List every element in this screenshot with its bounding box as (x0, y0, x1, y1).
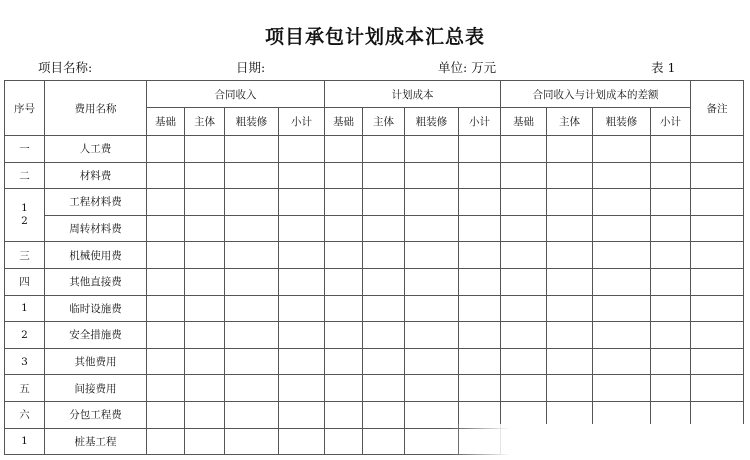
subheader-main-body: 主体 (363, 108, 405, 136)
row-value-cell[interactable] (547, 348, 593, 375)
row-value-cell[interactable] (501, 268, 547, 295)
table-row (5, 136, 744, 163)
row-value-cell[interactable] (593, 295, 651, 322)
row-value-cell[interactable] (185, 162, 225, 189)
subheader-main-body: 主体 (547, 108, 593, 136)
row-cost-name: 分包工程费 (45, 401, 147, 428)
row-value-cell[interactable] (459, 189, 501, 216)
row-value-cell[interactable] (147, 295, 185, 322)
subheader-foundation: 基础 (501, 108, 547, 136)
header-seq: 序号 (5, 81, 45, 136)
row-value-cell[interactable] (279, 242, 325, 269)
subheader-rough-finish: 粗装修 (225, 108, 279, 136)
row-value-cell[interactable] (405, 136, 459, 163)
row-value-cell[interactable] (405, 215, 459, 242)
row-value-cell[interactable] (651, 295, 691, 322)
row-value-cell[interactable] (501, 295, 547, 322)
row-value-cell[interactable] (593, 348, 651, 375)
row-value-cell[interactable] (363, 215, 405, 242)
row-remark-cell[interactable] (691, 348, 744, 375)
row-remark-cell[interactable] (691, 242, 744, 269)
row-value-cell[interactable] (405, 189, 459, 216)
row-value-cell[interactable] (363, 268, 405, 295)
subheader-foundation: 基础 (147, 108, 185, 136)
row-value-cell[interactable] (185, 189, 225, 216)
row-value-cell[interactable] (363, 242, 405, 269)
row-value-cell[interactable] (593, 242, 651, 269)
row-value-cell[interactable] (225, 189, 279, 216)
row-value-cell[interactable] (363, 189, 405, 216)
row-value-cell[interactable] (325, 268, 363, 295)
row-value-cell[interactable] (279, 401, 325, 428)
row-value-cell[interactable] (147, 375, 185, 402)
row-value-cell[interactable] (651, 268, 691, 295)
row-value-cell[interactable] (325, 189, 363, 216)
row-value-cell[interactable] (501, 348, 547, 375)
table-row (5, 189, 744, 216)
unit-label: 单位: 万元 (438, 60, 497, 75)
row-value-cell[interactable] (225, 242, 279, 269)
row-value-cell[interactable] (651, 375, 691, 402)
row-cost-name: 临时设施费 (45, 295, 147, 322)
subheader-foundation: 基础 (325, 108, 363, 136)
row-value-cell[interactable] (325, 136, 363, 163)
row-seq: 1 (5, 428, 45, 455)
row-value-cell[interactable] (185, 242, 225, 269)
row-remark-cell[interactable] (691, 375, 744, 402)
row-value-cell[interactable] (363, 401, 405, 428)
row-value-cell[interactable] (279, 428, 325, 455)
row-value-cell[interactable] (363, 322, 405, 349)
row-cost-name: 桩基工程 (45, 428, 147, 455)
row-cost-name: 人工费 (45, 136, 147, 163)
row-value-cell[interactable] (651, 136, 691, 163)
row-value-cell[interactable] (547, 242, 593, 269)
row-remark-cell[interactable] (691, 295, 744, 322)
subheader-subtotal: 小计 (459, 108, 501, 136)
row-value-cell[interactable] (547, 375, 593, 402)
row-value-cell[interactable] (363, 428, 405, 455)
row-value-cell[interactable] (651, 242, 691, 269)
row-value-cell[interactable] (225, 348, 279, 375)
row-value-cell[interactable] (501, 136, 547, 163)
row-value-cell[interactable] (147, 428, 185, 455)
row-remark-cell[interactable] (691, 215, 744, 242)
row-cost-name: 安全措施费 (45, 322, 147, 349)
row-value-cell[interactable] (147, 242, 185, 269)
row-value-cell[interactable] (459, 162, 501, 189)
row-seq: 一 (5, 136, 45, 163)
row-value-cell[interactable] (501, 322, 547, 349)
header-cost-name: 费用名称 (45, 81, 147, 136)
row-value-cell[interactable] (363, 348, 405, 375)
row-value-cell[interactable] (547, 322, 593, 349)
row-value-cell[interactable] (325, 401, 363, 428)
row-remark-cell[interactable] (691, 189, 744, 216)
row-value-cell[interactable] (325, 322, 363, 349)
row-value-cell[interactable] (147, 322, 185, 349)
row-value-cell[interactable] (325, 428, 363, 455)
row-value-cell[interactable] (405, 348, 459, 375)
row-value-cell[interactable] (325, 295, 363, 322)
row-cost-name: 工程材料费 (45, 189, 147, 216)
table-row (5, 348, 744, 375)
table-row (5, 322, 744, 349)
header-remark: 备注 (691, 81, 744, 136)
row-value-cell[interactable] (185, 268, 225, 295)
header-difference: 合同收入与计划成本的差额 (501, 81, 691, 108)
row-value-cell[interactable] (651, 162, 691, 189)
row-value-cell[interactable] (225, 162, 279, 189)
subheader-subtotal: 小计 (651, 108, 691, 136)
row-cost-name: 周转材料费 (45, 215, 147, 242)
row-value-cell[interactable] (547, 268, 593, 295)
row-value-cell[interactable] (325, 242, 363, 269)
row-value-cell[interactable] (185, 295, 225, 322)
row-remark-cell[interactable] (691, 136, 744, 163)
row-value-cell[interactable] (225, 322, 279, 349)
row-value-cell[interactable] (185, 375, 225, 402)
table-row (5, 242, 744, 269)
table-title: 项目承包计划成本汇总表 (264, 26, 485, 48)
row-value-cell[interactable] (279, 268, 325, 295)
subheader-subtotal: 小计 (279, 108, 325, 136)
table-number: 表 1 (651, 60, 676, 75)
row-seq: 3 (5, 348, 45, 375)
row-value-cell[interactable] (547, 295, 593, 322)
row-value-cell[interactable] (593, 268, 651, 295)
row-value-cell[interactable] (363, 136, 405, 163)
row-value-cell[interactable] (651, 348, 691, 375)
row-value-cell[interactable] (225, 215, 279, 242)
row-seq: 1 (5, 295, 45, 322)
cost-summary-table (4, 80, 744, 455)
row-value-cell[interactable] (501, 162, 547, 189)
row-value-cell[interactable] (651, 215, 691, 242)
row-value-cell[interactable] (279, 189, 325, 216)
row-seq: 二 (5, 162, 45, 189)
row-value-cell[interactable] (185, 136, 225, 163)
row-value-cell[interactable] (405, 375, 459, 402)
table-row (5, 215, 744, 242)
row-seq: 三 (5, 242, 45, 269)
row-value-cell[interactable] (147, 162, 185, 189)
subheader-rough-finish: 粗装修 (405, 108, 459, 136)
row-value-cell[interactable] (279, 136, 325, 163)
row-value-cell[interactable] (593, 375, 651, 402)
bottom-right-fade (450, 424, 750, 460)
row-value-cell[interactable] (593, 136, 651, 163)
row-value-cell[interactable] (225, 136, 279, 163)
row-value-cell[interactable] (279, 375, 325, 402)
row-cost-name: 机械使用费 (45, 242, 147, 269)
row-value-cell[interactable] (325, 348, 363, 375)
row-value-cell[interactable] (279, 295, 325, 322)
row-value-cell[interactable] (405, 242, 459, 269)
row-value-cell[interactable] (363, 375, 405, 402)
row-cost-name: 材料费 (45, 162, 147, 189)
row-value-cell[interactable] (501, 242, 547, 269)
date-label: 日期: (236, 60, 266, 75)
project-name-label: 项目名称: (38, 60, 93, 75)
row-value-cell[interactable] (225, 268, 279, 295)
row-remark-cell[interactable] (691, 322, 744, 349)
row-value-cell[interactable] (651, 189, 691, 216)
table-row (5, 162, 744, 189)
row-value-cell[interactable] (279, 348, 325, 375)
header-contract-income: 合同收入 (147, 81, 325, 108)
row-value-cell[interactable] (459, 375, 501, 402)
row-value-cell[interactable] (501, 375, 547, 402)
row-value-cell[interactable] (279, 215, 325, 242)
row-value-cell[interactable] (279, 162, 325, 189)
row-value-cell[interactable] (459, 242, 501, 269)
header-planned-cost: 计划成本 (325, 81, 501, 108)
row-value-cell[interactable] (459, 268, 501, 295)
row-value-cell[interactable] (547, 189, 593, 216)
row-value-cell[interactable] (185, 401, 225, 428)
row-value-cell[interactable] (325, 215, 363, 242)
row-value-cell[interactable] (325, 162, 363, 189)
row-value-cell[interactable] (593, 215, 651, 242)
row-seq: 四 (5, 268, 45, 295)
row-value-cell[interactable] (501, 215, 547, 242)
table-row (5, 295, 744, 322)
row-value-cell[interactable] (225, 375, 279, 402)
row-value-cell[interactable] (405, 295, 459, 322)
row-value-cell[interactable] (185, 322, 225, 349)
row-cost-name: 其他直接费 (45, 268, 147, 295)
row-value-cell[interactable] (651, 322, 691, 349)
row-value-cell[interactable] (501, 189, 547, 216)
row-value-cell[interactable] (279, 322, 325, 349)
row-value-cell[interactable] (147, 268, 185, 295)
subheader-rough-finish: 粗装修 (593, 108, 651, 136)
row-value-cell[interactable] (225, 428, 279, 455)
row-value-cell[interactable] (459, 295, 501, 322)
row-value-cell[interactable] (147, 348, 185, 375)
row-cost-name: 间接费用 (45, 375, 147, 402)
row-remark-cell[interactable] (691, 268, 744, 295)
row-cost-name: 其他费用 (45, 348, 147, 375)
row-seq: 六 (5, 401, 45, 428)
row-value-cell[interactable] (547, 162, 593, 189)
row-seq-merged: 1 2 (5, 189, 45, 242)
row-value-cell[interactable] (405, 322, 459, 349)
row-value-cell[interactable] (547, 136, 593, 163)
subheader-main-body: 主体 (185, 108, 225, 136)
row-value-cell[interactable] (185, 348, 225, 375)
row-value-cell[interactable] (547, 215, 593, 242)
row-value-cell[interactable] (147, 215, 185, 242)
row-value-cell[interactable] (225, 295, 279, 322)
row-value-cell[interactable] (593, 162, 651, 189)
row-value-cell[interactable] (459, 322, 501, 349)
header-row-1 (5, 81, 744, 108)
row-value-cell[interactable] (185, 428, 225, 455)
row-value-cell[interactable] (405, 268, 459, 295)
table-row (5, 375, 744, 402)
row-value-cell[interactable] (185, 215, 225, 242)
row-value-cell[interactable] (459, 136, 501, 163)
row-value-cell[interactable] (147, 189, 185, 216)
row-value-cell[interactable] (593, 322, 651, 349)
row-value-cell[interactable] (363, 162, 405, 189)
row-value-cell[interactable] (363, 295, 405, 322)
row-value-cell[interactable] (593, 189, 651, 216)
row-value-cell[interactable] (459, 348, 501, 375)
row-remark-cell[interactable] (691, 162, 744, 189)
row-value-cell[interactable] (325, 375, 363, 402)
row-seq: 2 (5, 322, 45, 349)
row-value-cell[interactable] (225, 401, 279, 428)
row-value-cell[interactable] (405, 162, 459, 189)
row-seq: 五 (5, 375, 45, 402)
row-value-cell[interactable] (459, 215, 501, 242)
table-row (5, 268, 744, 295)
row-value-cell[interactable] (147, 136, 185, 163)
row-value-cell[interactable] (147, 401, 185, 428)
